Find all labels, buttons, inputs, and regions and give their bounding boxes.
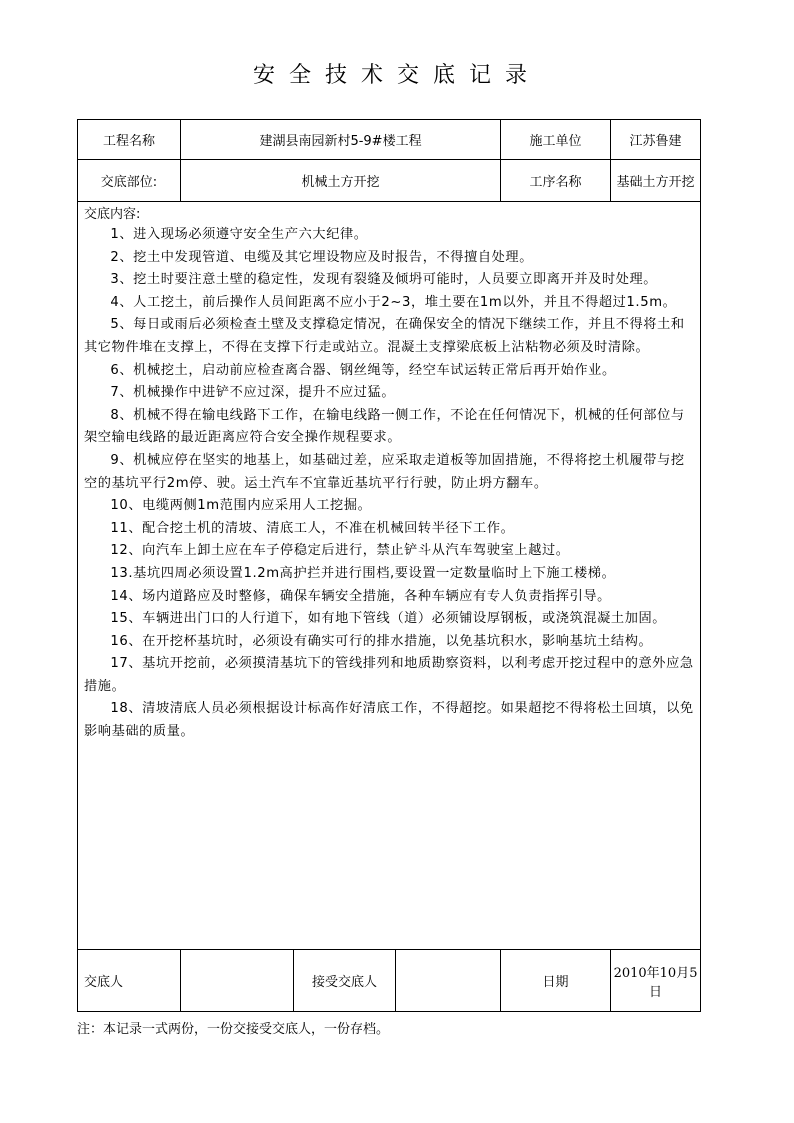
project-label: 工程名称 bbox=[78, 120, 181, 160]
content-item: 2、挖土中发现管道、电缆及其它埋设物应及时报告，不得擅自处理。 bbox=[110, 249, 534, 265]
content-row bbox=[78, 202, 701, 950]
content-item: 7、机械操作中进铲不应过深，提升不应过猛。 bbox=[110, 385, 396, 401]
content-item: 5、每日或雨后必须检查土壁及支撑稳定情况，在确保安全的情况下继续工作，并且不得将土和其它物件堆在支撑上，不得在支撑下行走或站立。混凝土支撑梁底板上沾粘物必须及时清除。 bbox=[84, 317, 685, 355]
part-label: 交底部位: bbox=[78, 160, 181, 202]
content-item: 17、基坑开挖前，必须摸清基坑下的管线排列和地质勘察资料，以利考虑开挖过程中的意外应急措施。 bbox=[84, 656, 694, 694]
discloser-value bbox=[181, 950, 294, 1012]
content-item: 14、场内道路应及时整修，确保车辆安全措施，各种车辆应有专人负责指挥引导。 bbox=[110, 588, 611, 604]
unit-label: 施工单位 bbox=[501, 120, 611, 160]
receiver-label: 接受交底人 bbox=[294, 950, 396, 1012]
part-row bbox=[78, 160, 701, 202]
content-item: 16、在开挖杯基坑时，必须设有确实可行的排水措施，以免基坑积水，影响基坑土结构。 bbox=[110, 633, 653, 649]
content-item: 6、机械挖土，启动前应检查离合器、钢丝绳等，经空车试运转正常后再开始作业。 bbox=[110, 362, 616, 378]
project-value: 建湖县南园新村5-9#楼工程 bbox=[181, 120, 501, 160]
content-item: 4、人工挖土，前后操作人员间距离不应小于2~3，堆土要在1m以外，并且不得超过1.5m。 bbox=[110, 294, 677, 310]
content-item: 18、清坡清底人员必须根据设计标高作好清底工作，不得超挖。如果超挖不得将松土回填，以免影响基础的质量。 bbox=[84, 701, 694, 740]
unit-value: 江苏鲁建 bbox=[611, 120, 701, 160]
content-item: 13.基坑四周必须设置1.2m高护拦并进行围档,要设置一定数量临时上下施工楼梯。 bbox=[110, 565, 616, 581]
discloser-label: 交底人 bbox=[78, 950, 181, 1012]
content-item: 1、进入现场必须遵守安全生产六大纪律。 bbox=[110, 227, 368, 242]
content-heading: 交底内容: bbox=[84, 207, 141, 222]
date-label: 日期 bbox=[501, 950, 611, 1012]
content-item: 3、挖土时要注意土壁的稳定性，发现有裂缝及倾坍可能时，人员要立即离开并及时处理。 bbox=[110, 272, 658, 288]
page-title: 安全技术交底记录 bbox=[252, 63, 541, 88]
content-cell bbox=[78, 202, 701, 950]
project-row bbox=[78, 120, 701, 160]
disclosure-form bbox=[77, 119, 701, 1012]
receiver-value bbox=[396, 950, 501, 1012]
content-item: 15、车辆进出门口的人行道下，如有地下管线（道）必须铺设厚钢板，或浇筑混凝土加固。 bbox=[110, 611, 667, 627]
content-item: 8、机械不得在输电线路下工作，在输电线路一侧工作，不论在任何情况下，机械的任何部位与架空输电线路的最近距离应符合安全操作规程要求。 bbox=[84, 407, 685, 446]
process-label: 工序名称 bbox=[501, 160, 611, 202]
signature-row bbox=[78, 950, 701, 1012]
part-value: 机械土方开挖 bbox=[181, 160, 501, 202]
footnote: 注：本记录一式两份，一份交接受交底人，一份存档。 bbox=[77, 1022, 390, 1037]
date-value: 2010年10月5日 bbox=[611, 950, 701, 1012]
content-item: 12、向汽车上卸土应在车子停稳定后进行，禁止铲斗从汽车驾驶室上越过。 bbox=[110, 543, 570, 559]
process-value: 基础土方开挖 bbox=[611, 160, 701, 202]
content-item: 10、电缆两侧1m范围内应采用人工挖掘。 bbox=[110, 498, 372, 514]
content-item: 11、配合挖土机的清坡、清底工人，不准在机械回转半径下工作。 bbox=[110, 520, 515, 536]
content-item: 9、机械应停在坚实的地基上，如基础过差，应采取走道板等加固措施，不得将挖土机履带与挖空的基坑平行2m停、驶。运土汽车不宜靠近基坑平行行驶，防止坍方翻车。 bbox=[84, 452, 685, 491]
